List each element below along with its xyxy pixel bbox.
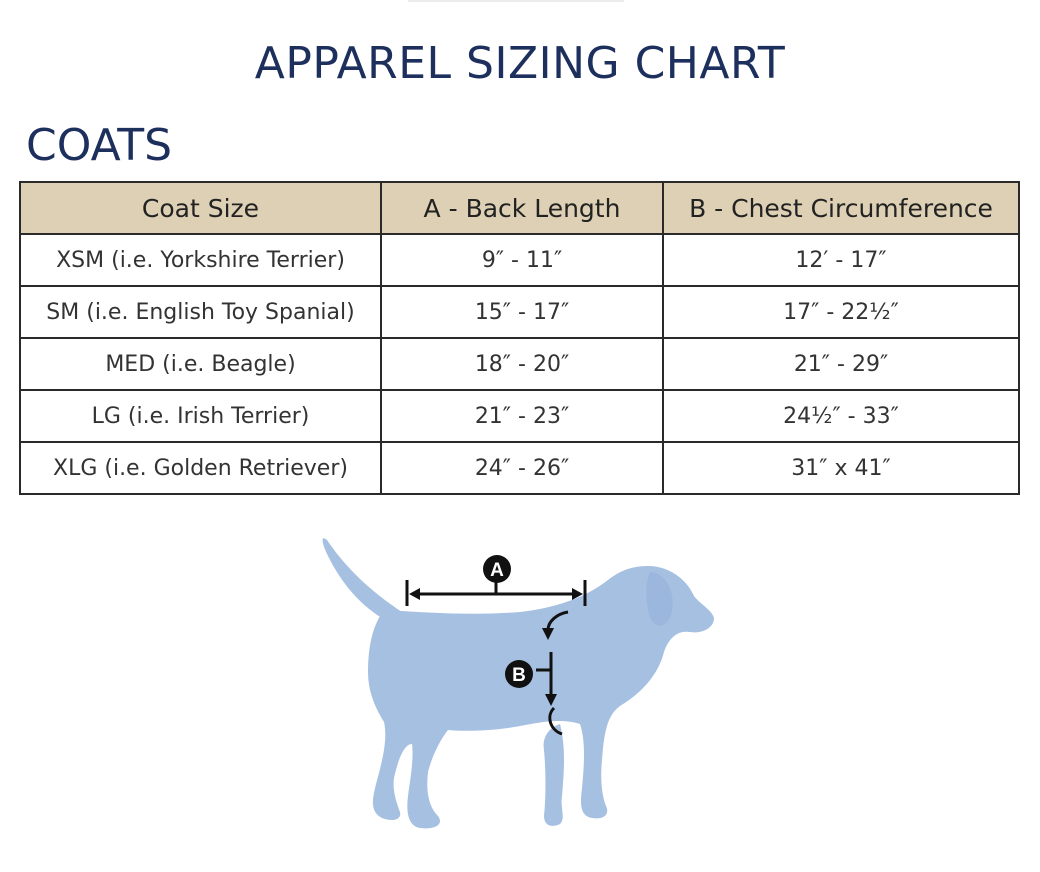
header-back-length: A - Back Length xyxy=(381,182,663,234)
cell-back-length: 21″ - 23″ xyxy=(381,390,663,442)
back-length-measure xyxy=(407,580,585,606)
top-divider xyxy=(408,0,624,2)
marker-b-label: B xyxy=(512,665,526,686)
cell-chest-circumference: 24½″ - 33″ xyxy=(663,390,1019,442)
cell-coat-size: MED (i.e. Beagle) xyxy=(20,338,381,390)
cell-coat-size: LG (i.e. Irish Terrier) xyxy=(20,390,381,442)
table-row xyxy=(20,390,1019,442)
cell-chest-circumference: 12′ - 17″ xyxy=(663,234,1019,286)
cell-coat-size: XLG (i.e. Golden Retriever) xyxy=(20,442,381,494)
header-coat-size: Coat Size xyxy=(20,182,381,234)
marker-a-label: A xyxy=(490,560,504,581)
table-row xyxy=(20,338,1019,390)
cell-chest-circumference: 31″ x 41″ xyxy=(663,442,1019,494)
marker-a-badge xyxy=(483,555,511,583)
cell-chest-circumference: 21″ - 29″ xyxy=(663,338,1019,390)
section-title: COATS xyxy=(26,120,173,171)
table-row xyxy=(20,442,1019,494)
dog-measurement-diagram xyxy=(310,525,730,845)
cell-coat-size: XSM (i.e. Yorkshire Terrier) xyxy=(20,234,381,286)
page-title: APPAREL SIZING CHART xyxy=(254,38,786,89)
cell-back-length: 24″ - 26″ xyxy=(381,442,663,494)
table-header-row xyxy=(20,182,1019,234)
cell-back-length: 15″ - 17″ xyxy=(381,286,663,338)
table-row xyxy=(20,234,1019,286)
marker-b-badge xyxy=(505,660,533,688)
table-row xyxy=(20,286,1019,338)
header-chest-circumference: B - Chest Circumference xyxy=(663,182,1019,234)
cell-back-length: 9″ - 11″ xyxy=(381,234,663,286)
sizing-table xyxy=(19,181,1020,495)
cell-coat-size: SM (i.e. English Toy Spanial) xyxy=(20,286,381,338)
cell-chest-circumference: 17″ - 22½″ xyxy=(663,286,1019,338)
cell-back-length: 18″ - 20″ xyxy=(381,338,663,390)
